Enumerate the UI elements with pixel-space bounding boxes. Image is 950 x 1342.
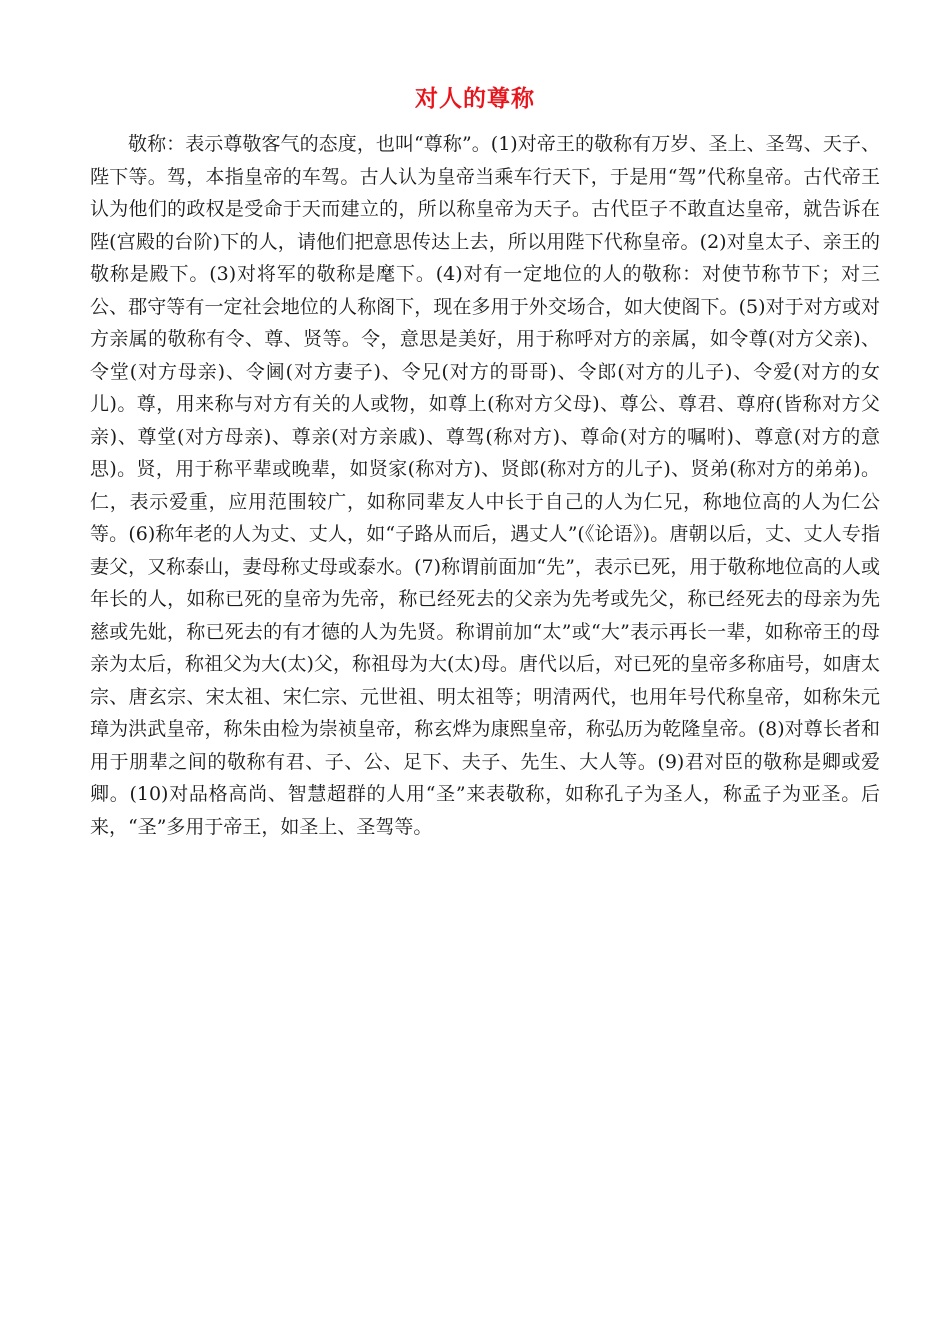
document-title: 对人的尊称 (415, 86, 535, 112)
document-body-paragraph: 敬称：表示尊敬客气的态度，也叫“尊称”。(1)对帝王的敬称有万岁、圣上、圣驾、天子、陛下等。驾，本指皇帝的车驾。古人认为皇帝当乘车行天下，于是用“驾”代称皇帝。古代帝王认为他们的政权是受命于天而建立的，所以称皇帝为天子。古代臣子不敢直达皇帝，就告诉在陛(宫殿的台阶)下的人，请他们把意思传达上去，所以用陛下代称皇帝。(2)对皇太子、亲王的敬称是殿下。(3)对将军的敬称是麾下。(4)对有一定地位的人的敬称：对使节称节下；对三公、郡守等有一定社会地位的人称阁下，现在多用于外交场合，如大使阁下。(5)对于对方或对方亲属的敬称有令、尊、贤等。令，意思是美好，用于称呼对方的亲属，如令尊(对方父亲)、令堂(对方母亲)、令阃(对方妻子)、令兄(对方的哥哥)、令郎(对方的儿子)、令爱(对方的女儿)。尊，用来称与对方有关的人或物，如尊上(称对方父母)、尊公、尊君、尊府(皆称对方父亲)、尊堂(对方母亲)、尊亲(对方亲戚)、尊驾(称对方)、尊命(对方的嘱咐)、尊意(对方的意思)。贤，用于称平辈或晚辈，如贤家(称对方)、贤郎(称对方的儿子)、贤弟(称对方的弟弟)。仁，表示爱重，应用范围较广，如称同辈友人中长于自己的人为仁兄，称地位高的人为仁公等。(6)称年老的人为丈、丈人，如“子路从而后，遇丈人”(《论语》)。唐朝以后，丈、丈人专指妻父，又称泰山，妻母称丈母或泰水。(7)称谓前面加“先”，表示已死，用于敬称地位高的人或年长的人，如称已死的皇帝为先帝，称已经死去的父亲为先考或先父，称已经死去的母亲为先慈或先妣，称已死去的有才德的人为先贤。称谓前加“太”或“大”表示再长一辈，如称帝王的母亲为太后，称祖父为大(太)父，称祖母为大(太)母。唐代以后，对已死的皇帝多称庙号，如唐太宗、唐玄宗、宋太祖、宋仁宗、元世祖、明太祖等；明清两代，也用年号代称皇帝，如称朱元璋为洪武皇帝，称朱由检为崇祯皇帝，称玄烨为康熙皇帝，称弘历为乾隆皇帝。(8)对尊长者和用于朋辈之间的敬称有君、子、公、足下、夫子、先生、大人等。(9)君对臣的敬称是卿或爱卿。(10)对品格高尚、智慧超群的人用“圣”来表敬称，如称孔子为圣人，称孟子为亚圣。后来，“圣”多用于帝王，如圣上、圣驾等。 (90, 133, 880, 838)
